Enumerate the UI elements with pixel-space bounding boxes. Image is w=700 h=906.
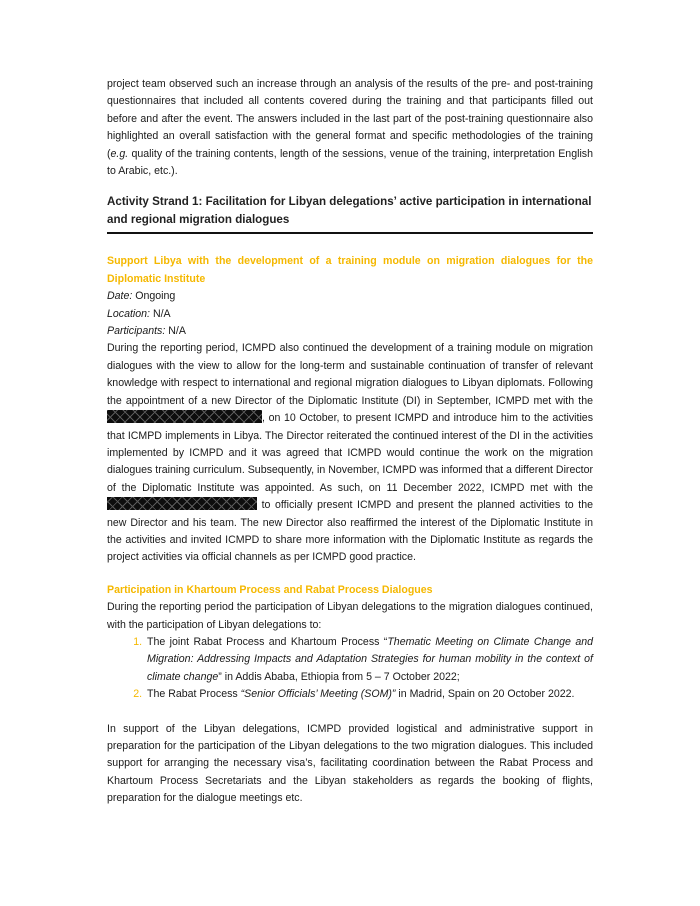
item-text: in Madrid, Spain on 20 October 2022. — [395, 688, 575, 701]
item-text: The joint Rabat Process and Khartoum Process “ — [147, 635, 388, 648]
document-page — [107, 76, 593, 808]
intro-eg: e.g. — [110, 147, 129, 160]
date-label: Date: — [107, 290, 133, 303]
redaction-block-1 — [107, 410, 262, 423]
redaction-block-2 — [107, 497, 257, 510]
intro-text: project team observed such an increase through an analysis of the results of the pre- and post-training questionnaires that included all contents covered during the training and that participants filled out before and after the event. The answers included in the last part of the post-training questionnaire also highlighted an overall satisfaction with the general format and specific methodologies of the training ( — [107, 78, 593, 160]
participants-line — [107, 323, 593, 340]
section2-closing: In support of the Libyan delegations, ICMPD provided logistical and administrative support in preparation for the participation of the Libyan delegations to the two migration dialogues. This included support for arranging the necessary visa’s, facilitating coordination between the Rabat Process and Khartoum Process Secretariats and the Libyan stakeholders as regards the booking of flights, preparation for the dialogue meetings etc. — [107, 722, 593, 805]
section2-intro: During the reporting period the participation of Libyan delegations to the migration dialogues continued, with the participation of Libyan delegations to: — [107, 601, 593, 631]
participants-label: Participants: — [107, 325, 166, 338]
item-text: ” in Addis Ababa, Ethiopia from 5 – 7 October 2022; — [218, 670, 460, 683]
intro-tail: quality of the training contents, length of the sessions, venue of the training, interpretation English to Arabic, etc.). — [107, 147, 593, 178]
date-value: Ongoing — [132, 290, 176, 303]
location-line — [107, 306, 593, 323]
dialogue-list — [107, 634, 593, 704]
item-title: “Senior Officials’ Meeting (SOM)” — [240, 688, 396, 701]
body-part-1: During the reporting period, ICMPD also continued the development of a training module on migration dialogues with the view to allow for the long-term and sustainable continuation of transfer of relevant knowledge with respect to international and regional migration dialogues to Libyan diplomats. Following the appointment of a new Director of the Diplomatic Institute (DI) in September, ICMPD met with the — [107, 342, 593, 407]
participants-value: N/A — [165, 325, 186, 338]
item-title: Thematic Meeting on Climate Change and Migration: Addressing Impacts and Adaptation Strategies for human mobility in the context of climate change — [147, 635, 593, 683]
section1-body — [107, 340, 593, 566]
location-label: Location: — [107, 307, 150, 320]
list-item — [145, 686, 593, 703]
section2-title: Participation in Khartoum Process and Rabat Process Dialogues — [107, 583, 433, 596]
location-value: N/A — [150, 307, 171, 320]
strand-heading: Activity Strand 1: Facilitation for Libyan delegations’ active participation in international and regional migration dialogues — [107, 193, 593, 234]
section1-title: Support Libya with the development of a training module on migration dialogues for the Diplomatic Institute — [107, 255, 593, 285]
item-text: The Rabat Process — [147, 688, 241, 701]
intro-paragraph — [107, 76, 593, 180]
date-line — [107, 288, 593, 305]
list-item — [145, 634, 593, 686]
body-part-2: , on 10 October, to present ICMPD and introduce him to the activities that ICMPD implements in Libya. The Director reiterated the continued interest of the DI in the activities implemented by ICMPD and it was agreed that ICMPD would continue the work on the migration dialogues training curriculum. Subsequently, in November, ICMPD was informed that a different Director of the Diplomatic Institute was appointed. As such, on 11 December 2022, ICMPD met with the — [107, 412, 593, 494]
body-part-3: to officially present ICMPD and present the planned activities to the new Director and his team. The new Director also reaffirmed the interest of the Diplomatic Institute in the activities and invited ICMPD to share more information with the Diplomatic Institute as regards the project activities via official channels as per ICMPD good practice. — [107, 499, 593, 564]
spacer — [107, 704, 593, 721]
